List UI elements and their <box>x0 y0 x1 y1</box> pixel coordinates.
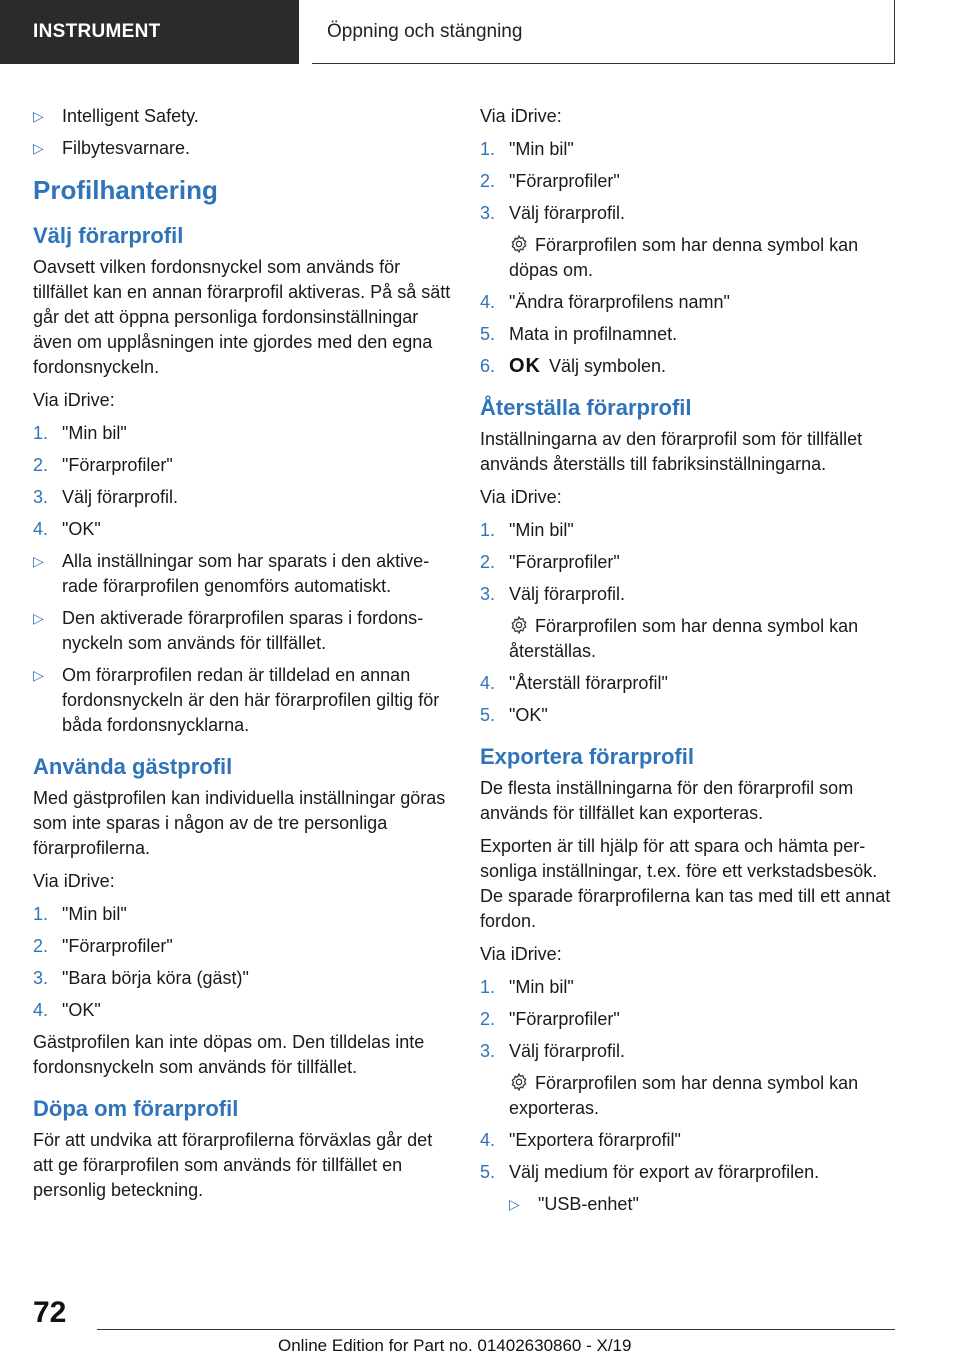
via-idrive-label: Via iDrive: <box>480 487 562 507</box>
triangle-bullet-icon: ▷ <box>509 1196 520 1212</box>
step-item: 3. Välj förarprofil. <box>33 487 179 507</box>
paragraph: Exporten är till hjälp för att spara och hämta personliga inställningar, t.ex. före ett verkstadsbesök. De sparade förarprofilerna kan tas med till ett annat fordon. <box>480 836 891 931</box>
triangle-bullet-icon: ▷ <box>33 553 44 569</box>
step-item: 5. Välj medium för export av förarprofilen. <box>480 1162 820 1182</box>
via-idrive-label: Via iDrive: <box>33 390 115 410</box>
paragraph: Oavsett vilken fordonsnyckel som används för tillfället kan en annan förarprofil aktiveras. På så sätt går det att öppna personliga fordonsinställningar även om upplåsningen inte gjordes med den egna fordonsnyckeln. <box>33 257 451 377</box>
gear-icon <box>509 615 529 635</box>
paragraph: Gästprofilen kan inte döpas om. Den tilldelas inte fordonsnyckeln som används för tillfället. <box>33 1032 425 1077</box>
step-item: 1. "Min bil" <box>33 904 127 924</box>
paragraph: De flesta inställningarna för den förarprofil som används för tillfället kan exporteras. <box>480 778 854 823</box>
symbol-note: Förarprofilen som har denna symbol kan döpas om. <box>509 235 859 280</box>
step-item: 6. OK Välj symbolen. <box>480 355 667 377</box>
paragraph: För att undvika att förarprofilerna förväxlas går det att ge förarprofilen som används för tillfället en personlig beteckning. <box>33 1130 433 1200</box>
sub-bullet-item: ▷ "USB-enhet" <box>509 1192 900 1217</box>
heading-valj-forarprofil: Välj förarprofil <box>33 223 184 248</box>
step-item: 5. "OK" <box>480 705 548 725</box>
heading-profilhantering: Profilhantering <box>33 175 218 205</box>
step-item: 3. Välj förarprofil. <box>480 1041 626 1061</box>
heading-anvanda-gastprofil: Använda gästprofil <box>33 754 233 779</box>
header-chapter-title: Öppning och stängning <box>312 0 895 64</box>
step-item: 1. "Min bil" <box>480 977 574 997</box>
via-idrive-label: Via iDrive: <box>480 944 562 964</box>
step-item: 3. "Bara börja köra (gäst)" <box>33 968 249 988</box>
triangle-bullet-icon: ▷ <box>33 610 44 626</box>
triangle-bullet-icon: ▷ <box>33 108 44 124</box>
right-column <box>480 104 900 1224</box>
step-item: 1. "Min bil" <box>480 139 574 159</box>
step-item: 1. "Min bil" <box>33 423 127 443</box>
paragraph: Med gästprofilen kan individuella inställningar göras som inte sparas i någon av de tre personliga förarprofilerna. <box>33 788 446 858</box>
heading-aterstalla-forarprofil: Återställa förarprofil <box>480 395 692 420</box>
footer-divider <box>97 1329 895 1330</box>
step-item: 4. "OK" <box>33 1000 101 1020</box>
step-item: 2. "Förarprofiler" <box>480 171 620 191</box>
via-idrive-label: Via iDrive: <box>33 871 115 891</box>
step-item: 2. "Förarprofiler" <box>33 455 173 475</box>
footer-edition: Online Edition for Part no. 01402630860 - X/19 <box>278 1336 632 1355</box>
step-item: 4. "Ändra förarprofilens namn" <box>480 292 730 312</box>
bullet-item: ▷ Alla inställningar som har sparats i den aktiverade förarprofilen genomförs automatiskt. <box>33 549 453 599</box>
gear-icon <box>509 234 529 254</box>
bullet-item: ▷ Den aktiverade förarprofilen sparas i fordonsnyckeln som används för tillfället. <box>33 606 453 656</box>
triangle-bullet-icon: ▷ <box>33 667 44 683</box>
step-item: 2. "Förarprofiler" <box>480 1009 620 1029</box>
left-column <box>33 104 453 1211</box>
bullet-item: ▷ Filbytesvarnare. <box>33 136 453 161</box>
header-section-label: INSTRUMENT <box>0 0 299 64</box>
step-item: 3. Välj förarprofil. <box>480 584 626 604</box>
bullet-item: ▷ Om förarprofilen redan är tilldelad en annan fordonsnyckeln är den här förarprofilen giltig för båda fordonsnycklarna. <box>33 663 453 738</box>
step-item: 2. "Förarprofiler" <box>33 936 173 956</box>
ok-icon: OK <box>509 355 541 377</box>
via-idrive-label: Via iDrive: <box>480 106 562 126</box>
step-item: 3. Välj förarprofil. <box>480 203 626 223</box>
triangle-bullet-icon: ▷ <box>33 140 44 156</box>
step-item: 2. "Förarprofiler" <box>480 552 620 572</box>
step-item: 5. Mata in profilnamnet. <box>480 324 678 344</box>
bullet-item: ▷ Intelligent Safety. <box>33 104 453 129</box>
page-number: 72 <box>33 1296 67 1329</box>
step-item: 4. "Exportera förarprofil" <box>480 1130 681 1150</box>
paragraph: Inställningarna av den förarprofil som för tillfället används återställs till fabriksinställningarna. <box>480 429 863 474</box>
step-item: 4. "Återställ förarprofil" <box>480 673 668 693</box>
symbol-note: Förarprofilen som har denna symbol kan återställas. <box>509 616 859 661</box>
symbol-note: Förarprofilen som har denna symbol kan exporteras. <box>509 1073 859 1118</box>
step-item: 4. "OK" <box>33 519 101 539</box>
heading-dopa-om-forarprofil: Döpa om förarprofil <box>33 1096 239 1121</box>
heading-exportera-forarprofil: Exportera förarprofil <box>480 744 694 769</box>
step-item: 1. "Min bil" <box>480 520 574 540</box>
gear-icon <box>509 1072 529 1092</box>
